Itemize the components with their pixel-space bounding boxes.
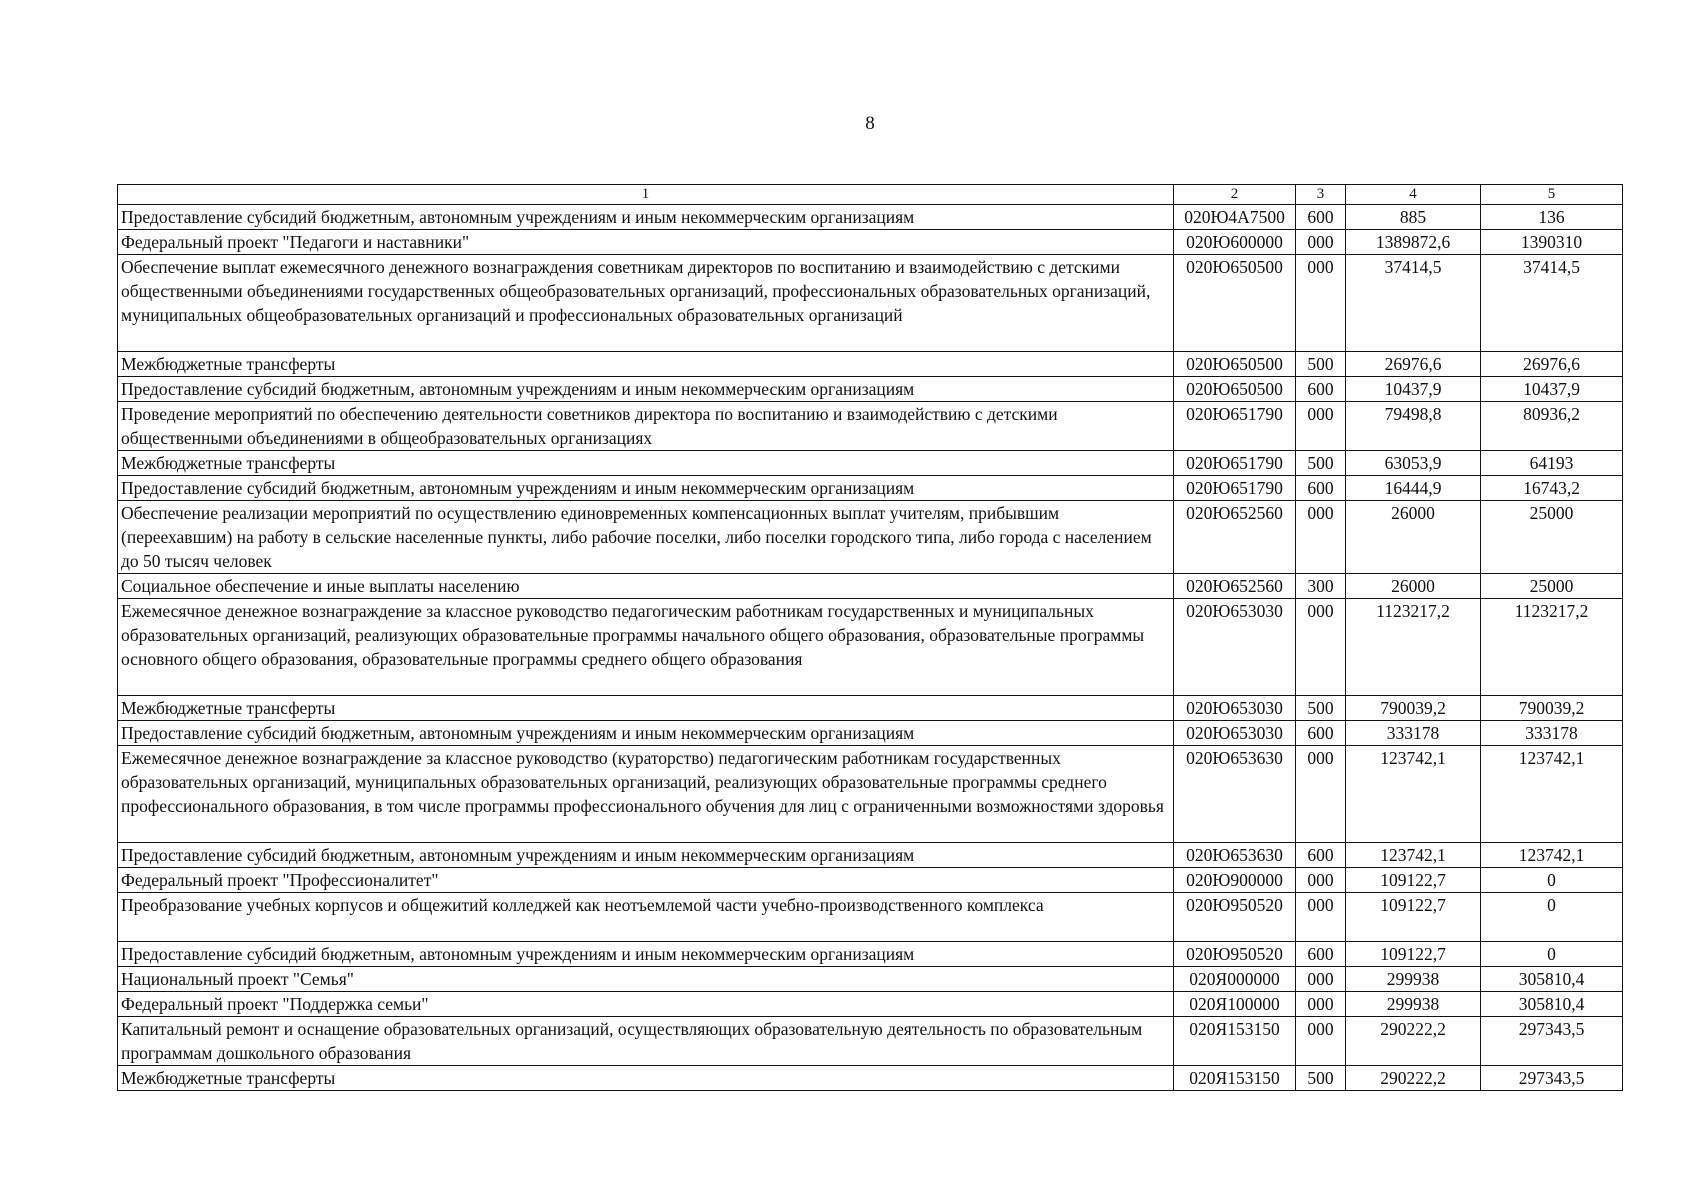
- row-value-col4: 109122,7: [1346, 868, 1481, 893]
- row-code: 020Ю653630: [1174, 746, 1296, 843]
- row-value-col5: 0: [1481, 942, 1623, 967]
- row-expense-type: 500: [1296, 352, 1346, 377]
- column-header: 4: [1346, 185, 1481, 205]
- column-header: 3: [1296, 185, 1346, 205]
- row-value-col4: 16444,9: [1346, 476, 1481, 501]
- table-header-row: [118, 185, 1623, 205]
- table-row: [118, 599, 1623, 696]
- row-expense-type: 600: [1296, 942, 1346, 967]
- row-description: Предоставление субсидий бюджетным, автономным учреждениям и иным некоммерческим организациям: [118, 843, 1174, 868]
- row-description: Межбюджетные трансферты: [118, 1066, 1174, 1091]
- table-row: [118, 721, 1623, 746]
- row-expense-type: 000: [1296, 599, 1346, 696]
- row-code: 020Ю652560: [1174, 574, 1296, 599]
- row-description: Предоставление субсидий бюджетным, автономным учреждениям и иным некоммерческим организациям: [118, 476, 1174, 501]
- row-description: Межбюджетные трансферты: [118, 696, 1174, 721]
- row-description: Обеспечение реализации мероприятий по осуществлению единовременных компенсационных выплат учителям, прибывшим (переехавшим) на работу в сельские населенные пункты, либо рабочие поселки, либо поселки городского типа, либо города с населением до 50 тысяч человек: [118, 501, 1174, 574]
- row-value-col4: 26000: [1346, 501, 1481, 574]
- row-code: 020Ю4А7500: [1174, 205, 1296, 230]
- row-value-col4: 290222,2: [1346, 1017, 1481, 1066]
- row-value-col4: 123742,1: [1346, 843, 1481, 868]
- row-value-col4: 109122,7: [1346, 893, 1481, 942]
- row-value-col5: 297343,5: [1481, 1017, 1623, 1066]
- row-expense-type: 500: [1296, 1066, 1346, 1091]
- row-value-col4: 63053,9: [1346, 451, 1481, 476]
- row-code: 020Я153150: [1174, 1066, 1296, 1091]
- row-value-col5: 136: [1481, 205, 1623, 230]
- row-code: 020Ю653030: [1174, 599, 1296, 696]
- row-description: Предоставление субсидий бюджетным, автономным учреждениям и иным некоммерческим организациям: [118, 377, 1174, 402]
- row-description: Обеспечение выплат ежемесячного денежного вознаграждения советникам директоров по воспитанию и взаимодействию с детскими общественными объединениями государственных общеобразовательных организаций, профессиональных образовательных организаций, муниципальных общеобразовательных организаций и профессиональных образовательных организаций: [118, 255, 1174, 352]
- row-description: Федеральный проект "Поддержка семьи": [118, 992, 1174, 1017]
- row-value-col5: 80936,2: [1481, 402, 1623, 451]
- row-expense-type: 000: [1296, 967, 1346, 992]
- row-value-col5: 25000: [1481, 501, 1623, 574]
- row-description: Социальное обеспечение и иные выплаты населению: [118, 574, 1174, 599]
- row-description: Капитальный ремонт и оснащение образовательных организаций, осуществляющих образовательную деятельность по образовательным программам дошкольного образования: [118, 1017, 1174, 1066]
- column-header: 5: [1481, 185, 1623, 205]
- row-description: Ежемесячное денежное вознаграждение за классное руководство (кураторство) педагогическим работникам государственных образовательных организаций, муниципальных образовательных организаций, реализующих образовательные программы среднего профессионального образования, в том числе программы профессионального обучения для лиц с ограниченными возможностями здоровья: [118, 746, 1174, 843]
- row-description: Преобразование учебных корпусов и общежитий колледжей как неотъемлемой части учебно-производственного комплекса: [118, 893, 1174, 942]
- row-value-col5: 305810,4: [1481, 967, 1623, 992]
- row-code: 020Ю653030: [1174, 696, 1296, 721]
- row-value-col5: 26976,6: [1481, 352, 1623, 377]
- row-description: Ежемесячное денежное вознаграждение за классное руководство педагогическим работникам государственных и муниципальных образовательных организаций, реализующих образовательные программы начального общего образования, образовательные программы основного общего образования, образовательные программы среднего общего образования: [118, 599, 1174, 696]
- row-description: Предоставление субсидий бюджетным, автономным учреждениям и иным некоммерческим организациям: [118, 942, 1174, 967]
- row-value-col4: 10437,9: [1346, 377, 1481, 402]
- row-description: Федеральный проект "Профессионалитет": [118, 868, 1174, 893]
- row-value-col5: 16743,2: [1481, 476, 1623, 501]
- table-row: [118, 746, 1623, 843]
- row-value-col4: 37414,5: [1346, 255, 1481, 352]
- row-value-col4: 299938: [1346, 967, 1481, 992]
- row-code: 020Ю650500: [1174, 352, 1296, 377]
- table-row: [118, 1066, 1623, 1091]
- page-number: 8: [865, 113, 875, 134]
- row-expense-type: 600: [1296, 721, 1346, 746]
- row-expense-type: 000: [1296, 230, 1346, 255]
- row-code: 020Ю652560: [1174, 501, 1296, 574]
- row-expense-type: 600: [1296, 205, 1346, 230]
- row-value-col5: 123742,1: [1481, 746, 1623, 843]
- row-value-col4: 790039,2: [1346, 696, 1481, 721]
- table-row: [118, 868, 1623, 893]
- row-expense-type: 500: [1296, 696, 1346, 721]
- row-expense-type: 300: [1296, 574, 1346, 599]
- table-row: [118, 377, 1623, 402]
- row-expense-type: 000: [1296, 746, 1346, 843]
- row-value-col5: 1390310: [1481, 230, 1623, 255]
- row-description: Проведение мероприятий по обеспечению деятельности советников директора по воспитанию и взаимодействию с детскими общественными объединениями в общеобразовательных организациях: [118, 402, 1174, 451]
- row-value-col4: 333178: [1346, 721, 1481, 746]
- table-row: [118, 501, 1623, 574]
- table-row: [118, 451, 1623, 476]
- row-code: 020Ю653030: [1174, 721, 1296, 746]
- row-value-col5: 305810,4: [1481, 992, 1623, 1017]
- row-expense-type: 600: [1296, 377, 1346, 402]
- row-expense-type: 000: [1296, 893, 1346, 942]
- row-value-col4: 79498,8: [1346, 402, 1481, 451]
- row-code: 020Я100000: [1174, 992, 1296, 1017]
- row-description: Межбюджетные трансферты: [118, 352, 1174, 377]
- table-row: [118, 843, 1623, 868]
- table-row: [118, 402, 1623, 451]
- row-value-col4: 123742,1: [1346, 746, 1481, 843]
- row-value-col5: 37414,5: [1481, 255, 1623, 352]
- row-value-col4: 299938: [1346, 992, 1481, 1017]
- row-code: 020Ю651790: [1174, 476, 1296, 501]
- row-value-col5: 333178: [1481, 721, 1623, 746]
- row-value-col5: 1123217,2: [1481, 599, 1623, 696]
- row-value-col5: 297343,5: [1481, 1066, 1623, 1091]
- table-row: [118, 992, 1623, 1017]
- row-value-col5: 10437,9: [1481, 377, 1623, 402]
- row-expense-type: 000: [1296, 992, 1346, 1017]
- row-value-col5: 0: [1481, 868, 1623, 893]
- row-code: 020Ю651790: [1174, 451, 1296, 476]
- row-code: 020Ю653630: [1174, 843, 1296, 868]
- row-code: 020Я153150: [1174, 1017, 1296, 1066]
- row-expense-type: 000: [1296, 402, 1346, 451]
- row-expense-type: 500: [1296, 451, 1346, 476]
- table-row: [118, 893, 1623, 942]
- row-value-col4: 1123217,2: [1346, 599, 1481, 696]
- row-expense-type: 000: [1296, 255, 1346, 352]
- row-expense-type: 000: [1296, 868, 1346, 893]
- table-row: [118, 696, 1623, 721]
- row-code: 020Ю600000: [1174, 230, 1296, 255]
- row-code: 020Ю950520: [1174, 893, 1296, 942]
- table-row: [118, 230, 1623, 255]
- row-expense-type: 000: [1296, 501, 1346, 574]
- row-value-col5: 0: [1481, 893, 1623, 942]
- row-code: 020Ю650500: [1174, 255, 1296, 352]
- row-value-col5: 64193: [1481, 451, 1623, 476]
- row-value-col4: 26976,6: [1346, 352, 1481, 377]
- row-value-col4: 109122,7: [1346, 942, 1481, 967]
- row-value-col4: 1389872,6: [1346, 230, 1481, 255]
- row-code: 020Ю900000: [1174, 868, 1296, 893]
- row-value-col4: 26000: [1346, 574, 1481, 599]
- row-description: Предоставление субсидий бюджетным, автономным учреждениям и иным некоммерческим организациям: [118, 721, 1174, 746]
- row-description: Национальный проект "Семья": [118, 967, 1174, 992]
- row-code: 020Ю651790: [1174, 402, 1296, 451]
- table-row: [118, 967, 1623, 992]
- row-value-col5: 25000: [1481, 574, 1623, 599]
- table-row: [118, 1017, 1623, 1066]
- row-code: 020Я000000: [1174, 967, 1296, 992]
- row-value-col4: 885: [1346, 205, 1481, 230]
- row-description: Федеральный проект "Педагоги и наставники": [118, 230, 1174, 255]
- row-value-col5: 790039,2: [1481, 696, 1623, 721]
- table-row: [118, 205, 1623, 230]
- row-expense-type: 600: [1296, 476, 1346, 501]
- row-value-col4: 290222,2: [1346, 1066, 1481, 1091]
- row-description: Предоставление субсидий бюджетным, автономным учреждениям и иным некоммерческим организациям: [118, 205, 1174, 230]
- column-header: 2: [1174, 185, 1296, 205]
- row-value-col5: 123742,1: [1481, 843, 1623, 868]
- column-header: 1: [118, 185, 1174, 205]
- table-row: [118, 574, 1623, 599]
- row-expense-type: 600: [1296, 843, 1346, 868]
- budget-table: [117, 184, 1623, 1091]
- row-description: Межбюджетные трансферты: [118, 451, 1174, 476]
- table-row: [118, 255, 1623, 352]
- table-row: [118, 476, 1623, 501]
- row-code: 020Ю650500: [1174, 377, 1296, 402]
- row-code: 020Ю950520: [1174, 942, 1296, 967]
- table-row: [118, 942, 1623, 967]
- table-row: [118, 352, 1623, 377]
- row-expense-type: 000: [1296, 1017, 1346, 1066]
